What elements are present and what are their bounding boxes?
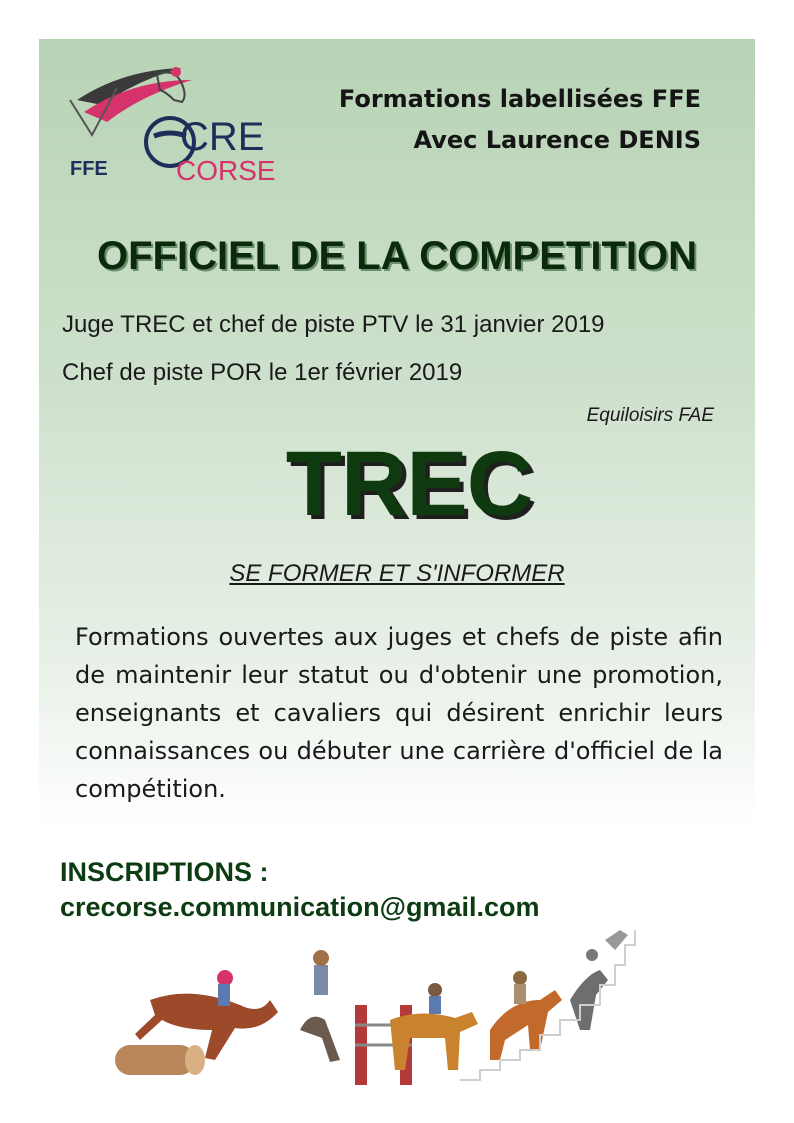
description-paragraph: Formations ouvertes aux juges et chefs de piste afin de maintenir leur statut ou d'obtenir une promotion, enseignants et cavaliers qui désirent enrichir leurs connaissances ou débuter une carrière d'officiel de la compétition.	[75, 623, 723, 803]
rider-cap-icon	[171, 67, 181, 77]
header-line-1: Formations labellisées FFE	[338, 85, 701, 113]
session-line-2: Chef de piste POR le 1er février 2019	[62, 359, 463, 386]
header-line-2: Avec Laurence DENIS	[413, 126, 701, 154]
horses-jumping-illustration	[100, 920, 660, 1090]
ffe-cre-corse-logo	[62, 60, 292, 185]
inscriptions-email[interactable]: crecorse.communication@gmail.com	[60, 892, 540, 922]
venue-label: Equiloisirs FAE	[586, 405, 714, 426]
log-obstacle	[115, 1045, 205, 1075]
ffe-text: FFE	[70, 158, 108, 180]
subtitle: SE FORMER ET S'INFORMER	[229, 560, 565, 587]
discipline-heading: TREC	[285, 433, 533, 535]
corse-text: CORSE	[176, 155, 276, 185]
session-line-1: Juge TREC et chef de piste PTV le 31 janvier 2019	[62, 311, 605, 338]
horse-standing	[390, 983, 478, 1070]
horse-climbing	[490, 971, 562, 1060]
inscriptions-label: INSCRIPTIONS :	[60, 857, 269, 887]
cre-text: CRE	[180, 115, 265, 159]
horse-on-stairs	[570, 930, 628, 1030]
page-title: OFFICIEL DE LA COMPETITION	[97, 234, 697, 278]
horse-at-gate	[300, 950, 340, 1062]
